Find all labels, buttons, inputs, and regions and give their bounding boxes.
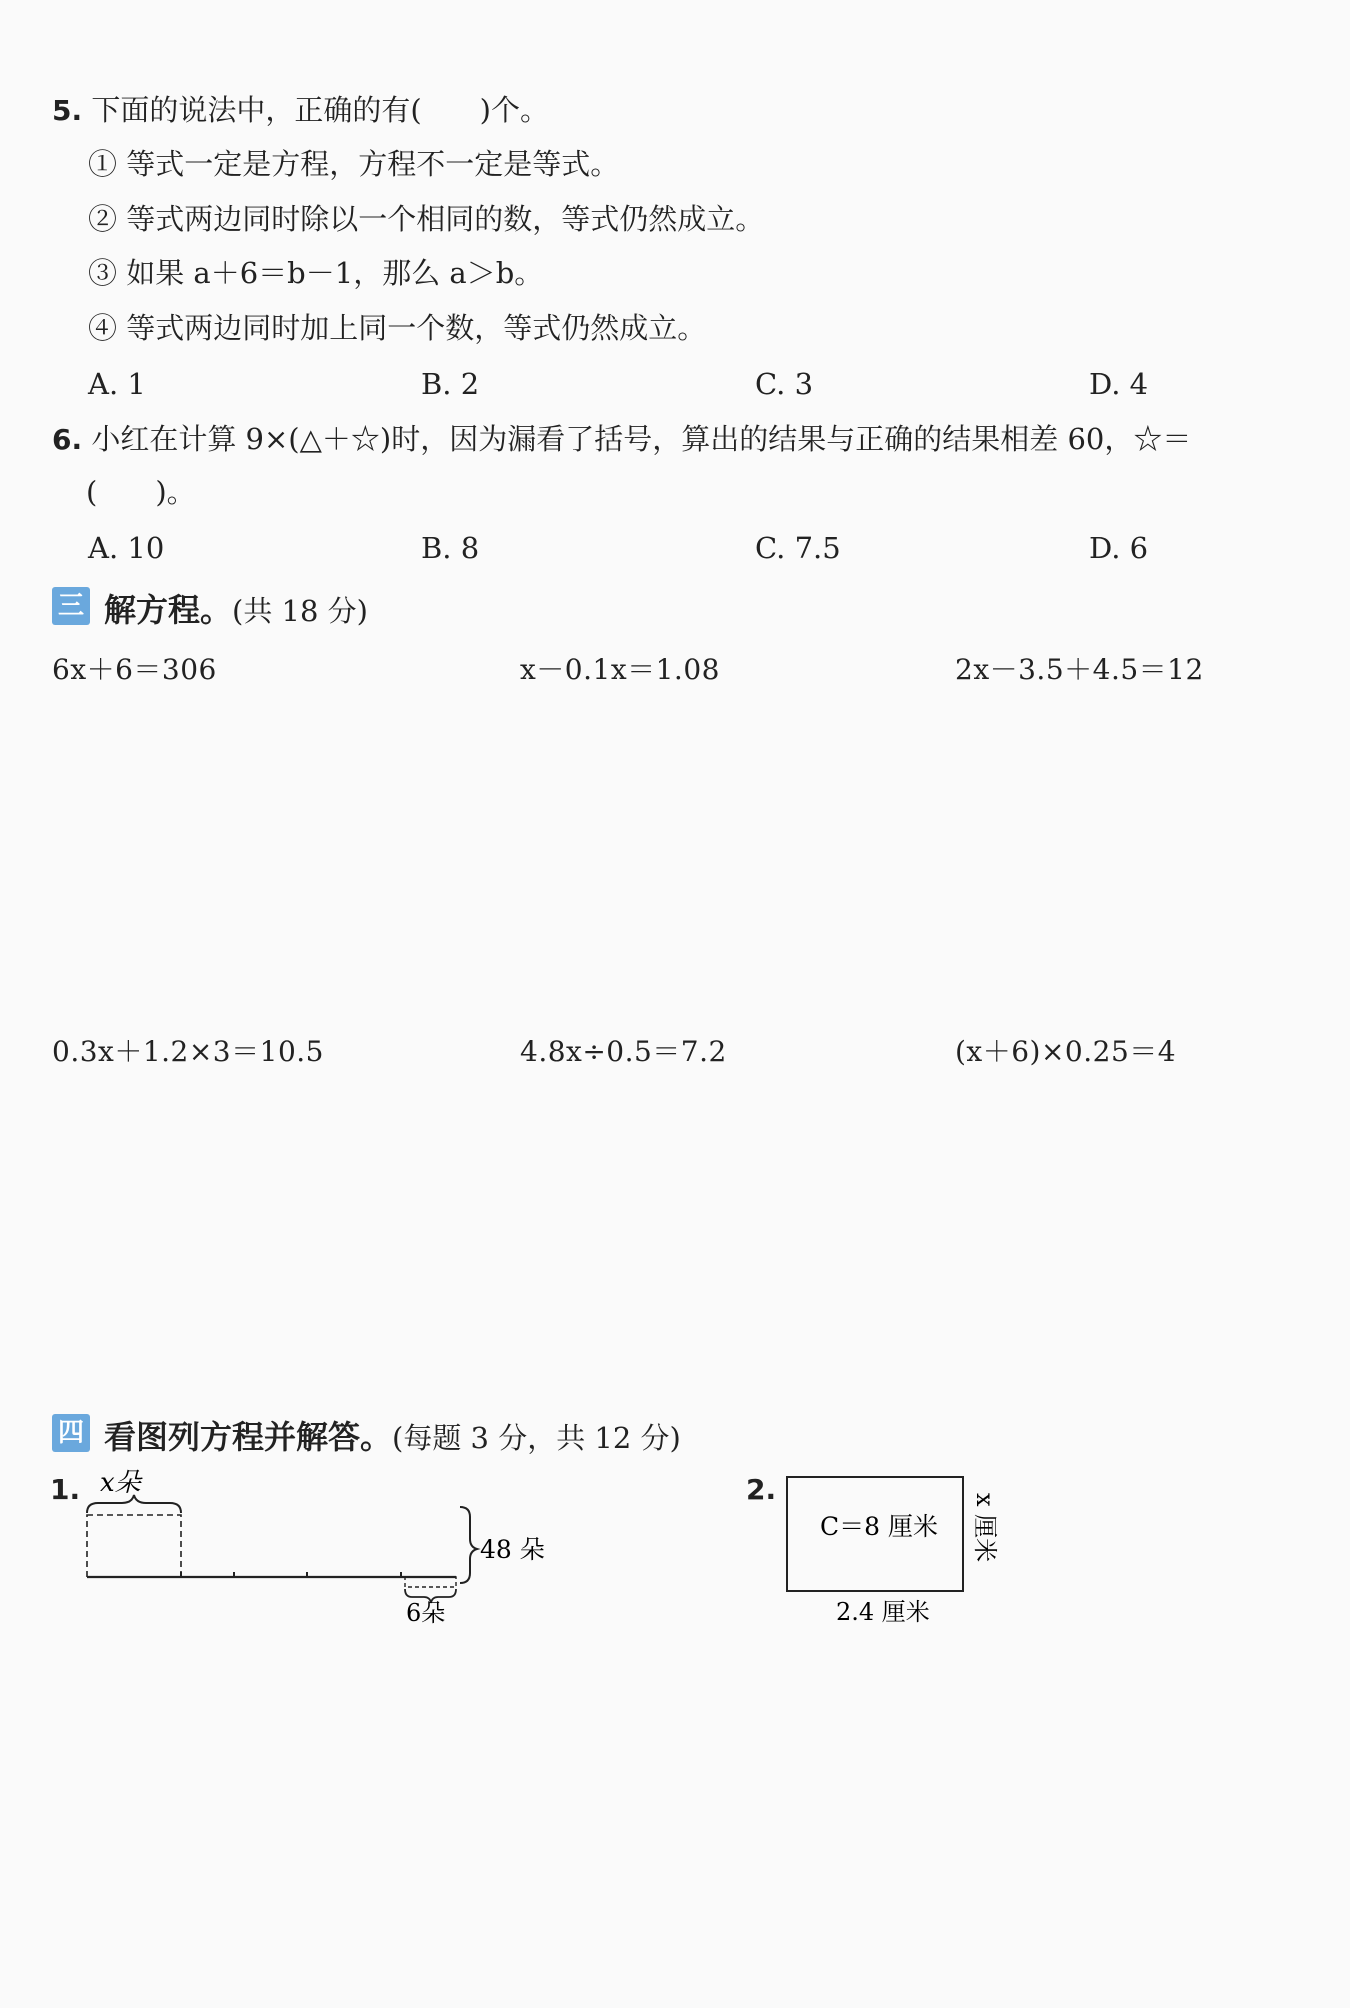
- section4-title: 看图列方程并解答。: [104, 1418, 393, 1456]
- q6-option-a: A. 10: [88, 531, 165, 565]
- problem2-label-side: x 厘米: [971, 1493, 999, 1563]
- problem1-label-extra: 6朵: [406, 1599, 446, 1625]
- problem1-label-top: x朵: [100, 1468, 141, 1498]
- q5-statement-2: ② 等式两边同时除以一个相同的数，等式仍然成立。: [88, 202, 765, 236]
- problem1-extra-dashed: [405, 1577, 456, 1587]
- section4-badge: 四: [52, 1414, 90, 1452]
- q6-stem-line-1: [52, 419, 1191, 460]
- problem2-number: 2.: [746, 1473, 777, 1506]
- q5-statement-4: ④ 等式两边同时加上同一个数，等式仍然成立。: [88, 311, 707, 345]
- q5-statement-3: ③ 如果 a＋6＝b－1，那么 a＞b。: [88, 256, 544, 290]
- section4-points: (每题 3 分，共 12 分): [392, 1421, 681, 1455]
- q5-stem-line: [52, 90, 549, 131]
- q5-number: 5.: [52, 94, 83, 127]
- section4-heading: [104, 1412, 681, 1458]
- equation-1: 6x＋6＝306: [52, 653, 217, 686]
- section3-points: (共 18 分): [232, 594, 368, 628]
- q6-number: 6.: [52, 423, 83, 456]
- q5-option-b: B. 2: [421, 367, 480, 401]
- problem2-label-bottom: 2.4 厘米: [836, 1598, 930, 1626]
- q6-stem: 小红在计算 9×(△＋☆)时，因为漏看了括号，算出的结果与正确的结果相差 60，☆＝: [91, 422, 1192, 456]
- equation-6: (x＋6)×0.25＝4: [955, 1035, 1177, 1068]
- equation-5: 4.8x÷0.5＝7.2: [520, 1035, 727, 1068]
- problem1-dashed-segment: [87, 1515, 181, 1577]
- equation-4: 0.3x＋1.2×3＝10.5: [52, 1035, 324, 1068]
- problem1-right-brace: [460, 1507, 477, 1583]
- q6-option-c: C. 7.5: [755, 531, 841, 565]
- equation-2: x－0.1x＝1.08: [520, 653, 720, 686]
- problem2-rectangle-diagram: [780, 1465, 1030, 1635]
- q5-stem: 下面的说法中，正确的有( )个。: [91, 93, 549, 127]
- problem1-number: 1.: [50, 1473, 81, 1506]
- problem2-label-inside: C＝8 厘米: [820, 1512, 938, 1541]
- q5-option-c: C. 3: [755, 367, 814, 401]
- section3-badge: 三: [52, 587, 90, 625]
- q6-stem-line-2: ( )。: [86, 475, 196, 509]
- problem1-label-total: 48 朵: [480, 1535, 545, 1564]
- q6-option-b: B. 8: [421, 531, 480, 565]
- q5-statement-1: ① 等式一定是方程，方程不一定是等式。: [88, 147, 620, 181]
- q6-option-d: D. 6: [1089, 531, 1149, 565]
- equation-3: 2x－3.5＋4.5＝12: [955, 653, 1204, 686]
- q5-option-a: A. 1: [88, 367, 146, 401]
- problem1-segment-diagram: [60, 1465, 580, 1625]
- q5-option-d: D. 4: [1089, 367, 1149, 401]
- section3-heading: [104, 585, 368, 631]
- section3-title: 解方程。: [104, 591, 233, 629]
